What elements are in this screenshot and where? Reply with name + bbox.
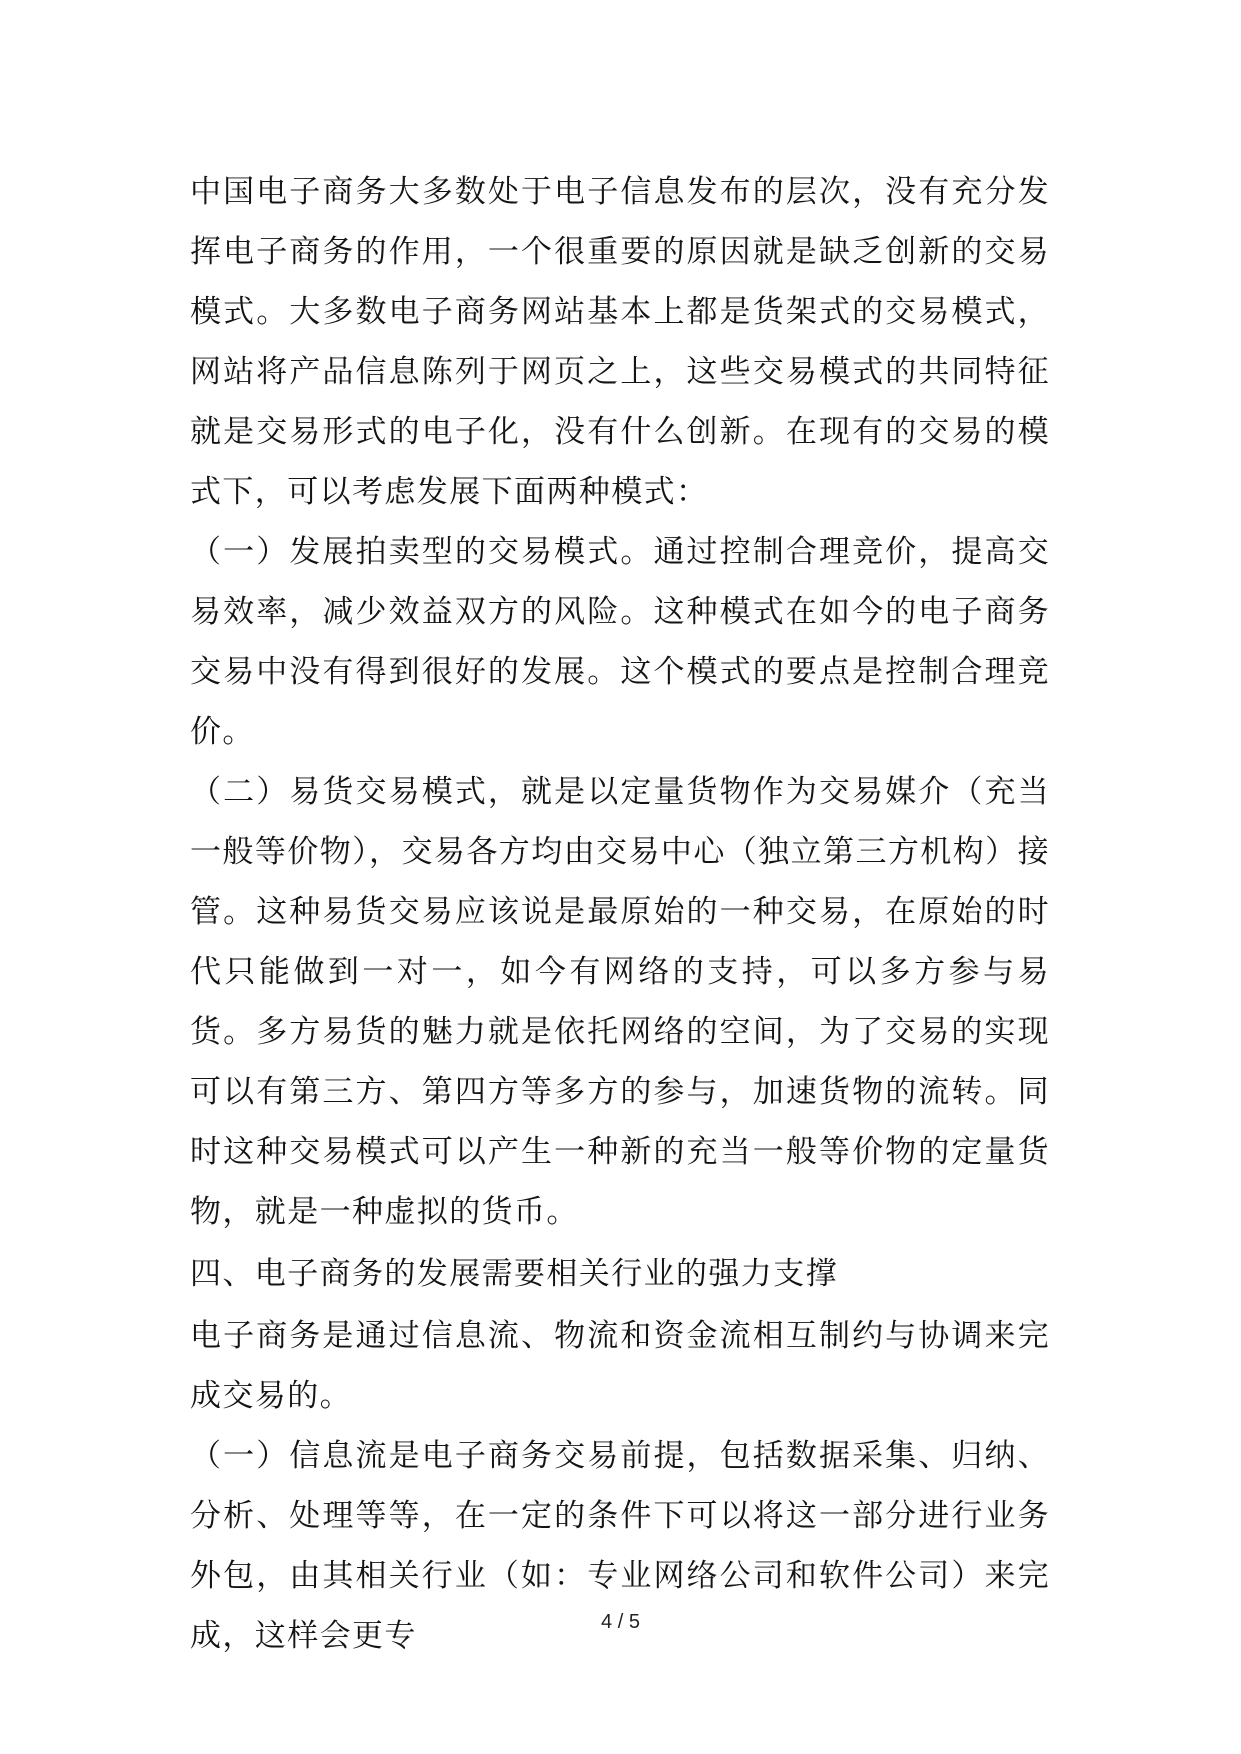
paragraph-barter-model: （二）易货交易模式，就是以定量货物作为交易媒介（充当一般等价物），交易各方均由交易中心（独立第三方机构）接管。这种易货交易应该说是最原始的一种交易，在原始的时代只能做到一对一，如今有网络的支持，可以多方参与易货。多方易货的魅力就是依托网络的空间，为了交易的实现可以有第三方、第四方等多方的参与，加速货物的流转。同时这种交易模式可以产生一种新的充当一般等价物的定量货物，就是一种虚拟的货币。 [190,774,1050,1230]
section-heading: 四、电子商务的发展需要相关行业的强力支撑 [190,1256,838,1292]
page-number: 4 / 5 [601,1611,640,1633]
paragraph-intro: 中国电子商务大多数处于电子信息发布的层次，没有充分发挥电子商务的作用，一个很重要的原因就是缺乏创新的交易模式。大多数电子商务网站基本上都是货架式的交易模式，网站将产品信息陈列于网页之上，这些交易模式的共同特征就是交易形式的电子化，没有什么创新。在现有的交易的模式下，可以考虑发展下面两种模式： [190,174,1050,510]
paragraph-flows: 电子商务是通过信息流、物流和资金流相互制约与协调来完成交易的。 [190,1318,1050,1414]
paragraph-auction-model: （一）发展拍卖型的交易模式。通过控制合理竞价，提高交易效率，减少效益双方的风险。这种模式在如今的电子商务交易中没有得到很好的发展。这个模式的要点是控制合理竞价。 [190,534,1050,750]
paragraph-information-flow: （一）信息流是电子商务交易前提，包括数据采集、归纳、分析、处理等等，在一定的条件下可以将这一部分进行业务外包，由其相关行业（如：专业网络公司和软件公司）来完成，这样会更专 [190,1438,1050,1654]
document-body [190,162,1050,1666]
